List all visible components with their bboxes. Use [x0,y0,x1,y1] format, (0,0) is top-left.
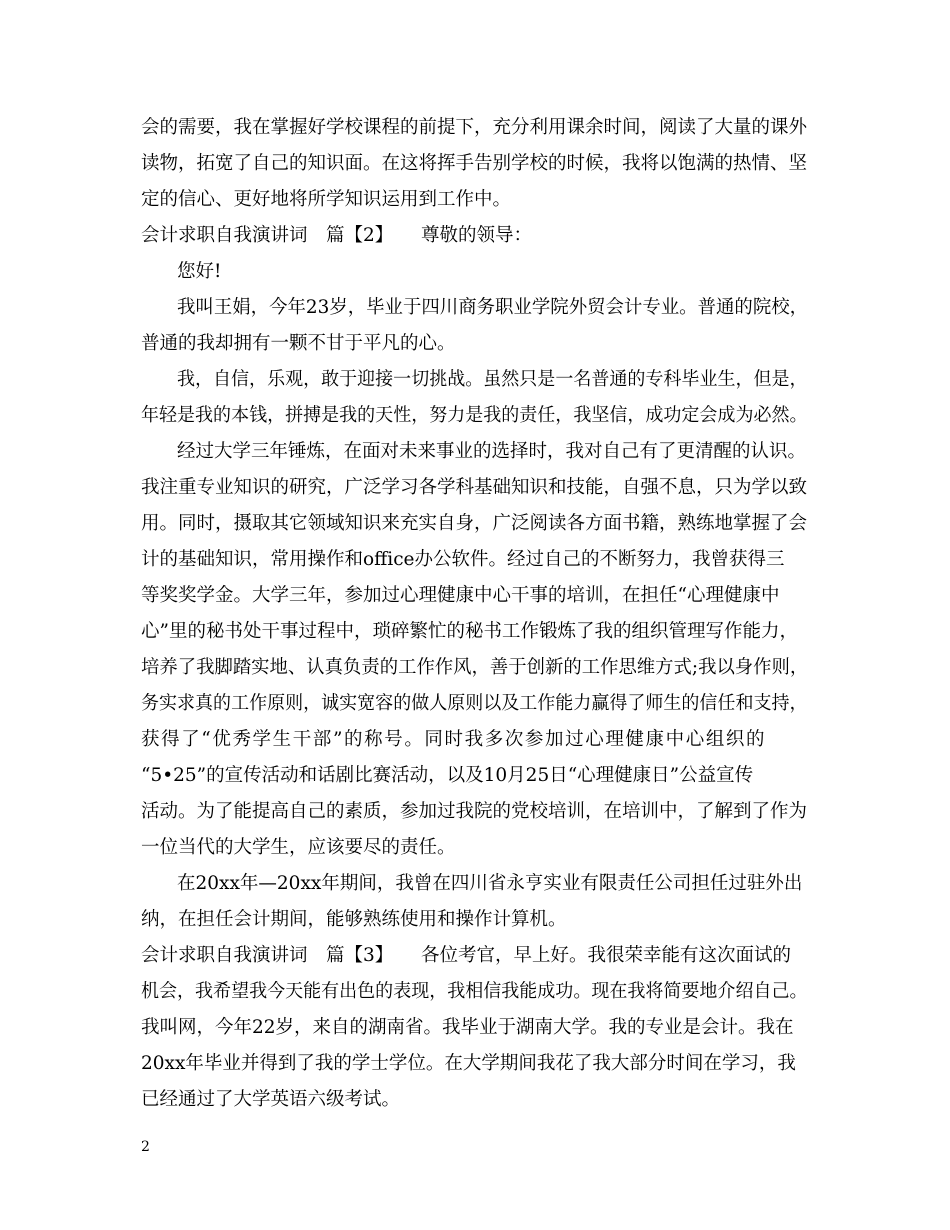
text-line: 20xx年毕业并得到了我的学士学位。在大学期间我花了我大部分时间在学习，我 [141,1053,796,1074]
page-number: 2 [141,1139,150,1155]
text-line: 经过大学三年锤炼，在面对未来事业的选择时，我对自己有了更清醒的认识。 [177,441,807,462]
text-line: 我，自信，乐观，敢于迎接一切挑战。虽然只是一名普通的专科毕业生，但是， [177,369,808,390]
text-line: “5•25”的宣传活动和话剧比赛活动，以及10月25日“心理健康日”公益宣传 [141,765,754,786]
text-line: 我注重专业知识的研究，广泛学习各学科基础知识和技能，自强不息，只为学以致 [141,477,808,498]
text-line: 读物，拓宽了自己的知识面。在这将挥手告别学校的时候，我将以饱满的热情、坚 [141,153,808,174]
text-line: 普通的我却拥有一颗不甘于平凡的心。 [141,333,456,354]
section-heading-3: 会计求职自我演讲词 篇【3】 各位考官，早上好。我很荣幸能有这次面试的 [141,945,792,966]
text-line: 培养了我脚踏实地、认真负责的工作作风，善于创新的工作思维方式;我以身作则， [141,657,809,678]
text-line: 我叫王娟，今年23岁，毕业于四川商务职业学院外贸会计专业。普通的院校， [177,297,809,318]
text-line: 心”里的秘书处干事过程中，琐碎繁忙的秘书工作锻炼了我的组织管理写作能力， [141,621,798,642]
text-line: 会的需要，我在掌握好学校课程的前提下，充分利用课余时间，阅读了大量的课外 [141,117,808,138]
text-line: 计的基础知识，常用操作和office办公软件。经过自己的不断努力，我曾获得三 [141,549,785,570]
text-line: 机会，我希望我今天能有出色的表现，我相信我能成功。现在我将简要地介绍自己。 [141,981,808,1002]
text-line: 获得了“优秀学生干部”的称号。同时我多次参加过心理健康中心组织的 [141,729,767,750]
text-line: 定的信心、更好地将所学知识运用到工作中。 [141,189,512,210]
text-line: 等奖奖学金。大学三年，参加过心理健康中心干事的培训，在担任“心理健康中 [141,585,780,606]
text-line: 我叫网，今年22岁，来自的湖南省。我毕业于湖南大学。我的专业是会计。我在 [141,1017,794,1038]
text-line: 一位当代的大学生，应该要尽的责任。 [141,837,456,858]
text-line: 活动。为了能提高自己的素质，参加过我院的党校培训，在培训中，了解到了作为 [141,801,808,822]
text-line: 务实求真的工作原则，诚实宽容的做人原则以及工作能力赢得了师生的信任和支持， [141,693,808,714]
text-line: 已经通过了大学英语六级考试。 [141,1089,401,1110]
text-line: 纳，在担任会计期间，能够熟练使用和操作计算机。 [141,909,567,930]
greeting-line: 您好! [177,261,222,282]
text-line: 年轻是我的本钱，拼搏是我的天性，努力是我的责任，我坚信，成功定会成为必然。 [141,405,808,426]
text-line: 用。同时，摄取其它领域知识来充实自身，广泛阅读各方面书籍，熟练地掌握了会 [141,513,808,534]
text-line: 在20xx年—20xx年期间，我曾在四川省永亨实业有限责任公司担任过驻外出 [177,873,803,894]
section-heading-2: 会计求职自我演讲词 篇【2】 尊敬的领导： [141,225,533,246]
